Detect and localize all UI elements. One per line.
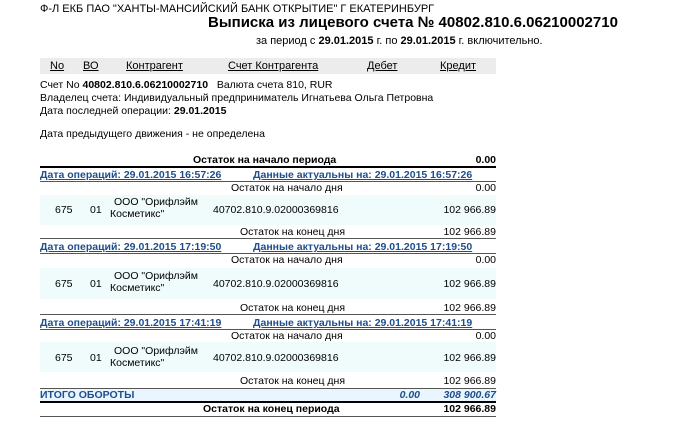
row-counterparty-line2: Косметикс"	[110, 208, 165, 220]
row-counterparty-line1: ООО "Орифлэйм	[114, 345, 198, 357]
row-counterparty-account: 40702.810.9.02000369816	[213, 278, 339, 290]
row-counterparty-line2: Косметикс"	[110, 282, 165, 294]
account-number: 40802.810.6.06210002710	[82, 79, 209, 91]
op-date-header[interactable]: Дата операций: 29.01.2015 17:19:50	[40, 241, 222, 253]
row-counterparty-account: 40702.810.9.02000369816	[213, 204, 339, 216]
day-open-label: Остаток на начало дня	[231, 330, 343, 342]
row-no: 675	[55, 278, 73, 290]
divider	[40, 314, 496, 315]
actual-date-header[interactable]: Данные актуальны на: 29.01.2015 16:57:26	[253, 169, 473, 181]
divider	[40, 416, 496, 417]
row-counterparty-line2: Косметикс"	[110, 357, 165, 369]
owner-name: Индивидуальный предприниматель Игнатьева Ольга Петровна	[123, 92, 434, 104]
row-vo: 01	[90, 278, 102, 290]
owner-label: Владелец счета:	[40, 92, 122, 104]
row-credit: 102 966.89	[443, 278, 496, 290]
totals-debit: 0.00	[399, 389, 420, 401]
column-debit[interactable]: Дебет	[367, 60, 398, 72]
divider	[40, 238, 496, 239]
day-close-label: Остаток на конец дня	[240, 226, 346, 238]
opening-balance-label: Остаток на начало периода	[193, 154, 337, 166]
column-credit[interactable]: Кредит	[440, 60, 477, 72]
period-mid: г. по	[376, 35, 398, 47]
period-suffix: г. включительно.	[458, 35, 543, 47]
prev-movement: Дата предыдущего движения - не определена	[40, 128, 265, 140]
period-from: 29.01.2015	[318, 35, 374, 47]
statement-period	[256, 35, 543, 47]
last-op-label: Дата последней операции:	[40, 105, 171, 117]
op-date-header[interactable]: Дата операций: 29.01.2015 16:57:26	[40, 169, 222, 181]
row-counterparty-line1: ООО "Орифлэйм	[114, 196, 198, 208]
day-close-label: Остаток на конец дня	[240, 375, 346, 387]
column-no[interactable]: No	[50, 60, 65, 72]
bank-name: Ф-Л ЕКБ ПАО "ХАНТЫ-МАНСИЙСКИЙ БАНК ОТКРЫТИЕ" Г ЕКАТЕРИНБУРГ	[40, 3, 435, 15]
actual-date-header[interactable]: Данные актуальны на: 29.01.2015 17:41:19	[253, 317, 473, 329]
day-close-value: 102 966.89	[443, 375, 496, 387]
actual-date-header[interactable]: Данные актуальны на: 29.01.2015 17:19:50	[253, 241, 473, 253]
column-vo[interactable]: ВО	[83, 60, 99, 72]
closing-balance-label: Остаток на конец периода	[203, 403, 340, 415]
day-close-label: Остаток на конец дня	[240, 302, 346, 314]
day-open-value: 0.00	[475, 330, 496, 342]
period-to: 29.01.2015	[400, 35, 456, 47]
divider	[40, 166, 496, 168]
column-header-bar	[40, 58, 496, 74]
column-counterparty-account[interactable]: Счет Контрагента	[228, 60, 319, 72]
owner-line	[40, 92, 433, 104]
account-line	[40, 79, 333, 91]
last-op-line	[40, 105, 226, 117]
account-label: Счет No	[40, 79, 80, 91]
last-op-date: 29.01.2015	[173, 105, 227, 117]
row-credit: 102 966.89	[443, 204, 496, 216]
row-counterparty-account: 40702.810.9.02000369816	[213, 352, 339, 364]
statement-title: Выписка из лицевого счета № 40802.810.6.06210002710	[208, 14, 618, 31]
day-open-value: 0.00	[475, 254, 496, 266]
row-counterparty-line1: ООО "Орифлэйм	[114, 270, 198, 282]
opening-balance-value: 0.00	[475, 154, 496, 166]
day-open-label: Остаток на начало дня	[231, 182, 343, 194]
row-vo: 01	[90, 204, 102, 216]
currency-label: Валюта счета 810, RUR	[216, 79, 333, 91]
row-vo: 01	[90, 352, 102, 364]
closing-balance-value: 102 966.89	[443, 403, 496, 415]
op-date-header[interactable]: Дата операций: 29.01.2015 17:41:19	[40, 317, 222, 329]
column-counterparty[interactable]: Контрагент	[126, 60, 183, 72]
totals-credit: 308 900.67	[443, 389, 496, 401]
totals-label: ИТОГО ОБОРОТЫ	[40, 389, 135, 401]
day-open-label: Остаток на начало дня	[231, 254, 343, 266]
row-no: 675	[55, 352, 73, 364]
row-no: 675	[55, 204, 73, 216]
day-close-value: 102 966.89	[443, 226, 496, 238]
row-credit: 102 966.89	[443, 352, 496, 364]
day-open-value: 0.00	[475, 182, 496, 194]
day-close-value: 102 966.89	[443, 302, 496, 314]
period-prefix: за период с	[256, 35, 316, 47]
